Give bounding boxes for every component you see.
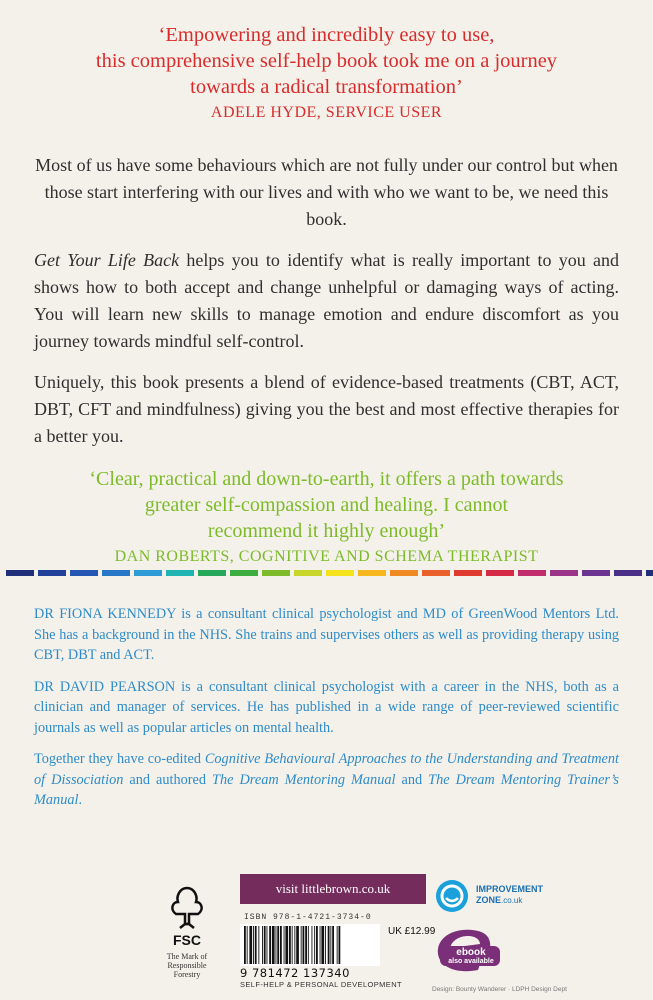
rainbow-segment xyxy=(646,570,653,576)
book-title-dissociation: Cognitive Behavioural Approaches to the Understanding and Treatment of Dissociation xyxy=(34,751,619,788)
fsc-label: FSC xyxy=(173,932,201,948)
design-credits: Design: Bounty Wanderer · LDPH Design Dept xyxy=(432,986,567,993)
author-bios xyxy=(34,604,619,822)
price-label: UK £12.99 xyxy=(388,926,436,937)
top-quote-attribution: ADELE HYDE, SERVICE USER xyxy=(210,104,443,121)
rainbow-segment xyxy=(358,570,386,576)
bottom-quote-attribution: DAN ROBERTS, COGNITIVE AND SCHEMA THERAPIST xyxy=(114,548,539,565)
barcode-icon xyxy=(240,924,380,966)
barcode-digits: 9 781472 137340 xyxy=(240,966,350,980)
barcode xyxy=(240,924,380,966)
rainbow-segment xyxy=(230,570,258,576)
top-quote-line-3: towards a radical transformation’ xyxy=(190,76,463,98)
ebook-badge xyxy=(432,926,508,976)
ebook-text: ebook also available xyxy=(448,947,494,965)
rainbow-segment xyxy=(454,570,482,576)
rainbow-segment xyxy=(294,570,322,576)
improvement-zone-icon xyxy=(434,878,470,914)
bottom-quote-line-1: ‘Clear, practical and down-to-earth, it offers a path towards xyxy=(89,468,564,490)
description-para-3: Uniquely, this book presents a blend of evidence-based treatments (CBT, ACT, DBT, CFT and mindfulness) giving you the best and most effective therapies for a better you. xyxy=(34,372,619,446)
rainbow-segment xyxy=(582,570,610,576)
rainbow-segment xyxy=(166,570,194,576)
rainbow-segment xyxy=(198,570,226,576)
book-title-dream-manual: The Dream Mentoring Manual xyxy=(212,771,396,788)
rainbow-segment xyxy=(486,570,514,576)
isbn-text: ISBN 978-1-4721-3734-0 xyxy=(244,913,372,922)
improvement-zone-logo xyxy=(434,878,470,919)
rainbow-segment xyxy=(102,570,130,576)
rainbow-segment xyxy=(262,570,290,576)
improvement-zone-text: IMPROVEMENT ZONE.co.uk xyxy=(476,884,544,905)
book-title-italic: Get Your Life Back xyxy=(34,250,180,270)
top-quote-line-1: ‘Empowering and incredibly easy to use, xyxy=(158,24,495,46)
bottom-review-quote xyxy=(34,466,619,570)
description-para-2: Get Your Life Back helps you to identify what is really important to you and shows how to both accept and change unhelpful or damaging ways of acting. You will learn new skills to manage emotion and endure discomfort as you journey towards mindful self-control. xyxy=(34,250,620,351)
fsc-logo xyxy=(152,884,222,979)
bio-together: Together they have co-edited Cognitive Behavioural Approaches to the Understanding and Treatment of Dissociation and authored The Dream Mentoring Manual and The Dream Mentoring Trainer’s Manual. xyxy=(34,751,619,808)
rainbow-segment xyxy=(326,570,354,576)
rainbow-segment xyxy=(6,570,34,576)
rainbow-segment xyxy=(550,570,578,576)
book-description xyxy=(34,152,619,464)
bottom-quote-line-2: greater self-compassion and healing. I cannot xyxy=(144,494,509,516)
rainbow-segment xyxy=(390,570,418,576)
rainbow-segment xyxy=(422,570,450,576)
visit-website-link[interactable]: visit littlebrown.co.uk xyxy=(240,874,426,904)
top-review-quote xyxy=(40,22,613,126)
bio-fiona-kennedy: DR FIONA KENNEDY is a consultant clinical psychologist and MD of GreenWood Mentors Ltd. She has a background in the NHS. She trains and supervises others as well as providing therapy using CBT, DBT and ACT. xyxy=(34,606,619,663)
category-label: SELF-HELP & PERSONAL DEVELOPMENT xyxy=(240,980,403,989)
bottom-quote-line-3: recommend it highly enough’ xyxy=(207,520,446,542)
rainbow-segment xyxy=(518,570,546,576)
bio-david-pearson: DR DAVID PEARSON is a consultant clinical psychologist with a career in the NHS, both as a clinician and manager of services. He has published in a wide range of peer-reviewed scientific journals as well as popular articles on mental health. xyxy=(34,678,619,736)
rainbow-segment xyxy=(38,570,66,576)
rainbow-segment xyxy=(614,570,642,576)
rainbow-divider xyxy=(0,570,653,576)
fsc-caption: The Mark of Responsible Forestry xyxy=(166,952,208,979)
fsc-tree-icon xyxy=(152,884,222,934)
rainbow-segment xyxy=(134,570,162,576)
rainbow-segment xyxy=(70,570,98,576)
book-title-trainers-manual: The Dream Mentoring Trainer’s Manual xyxy=(34,771,619,808)
top-quote-line-2: this comprehensive self-help book took me on a journey xyxy=(95,50,558,72)
description-para-1: Most of us have some behaviours which are not fully under our control but when those start interfering with our lives and with who we want to be, we need this book. xyxy=(35,155,618,229)
